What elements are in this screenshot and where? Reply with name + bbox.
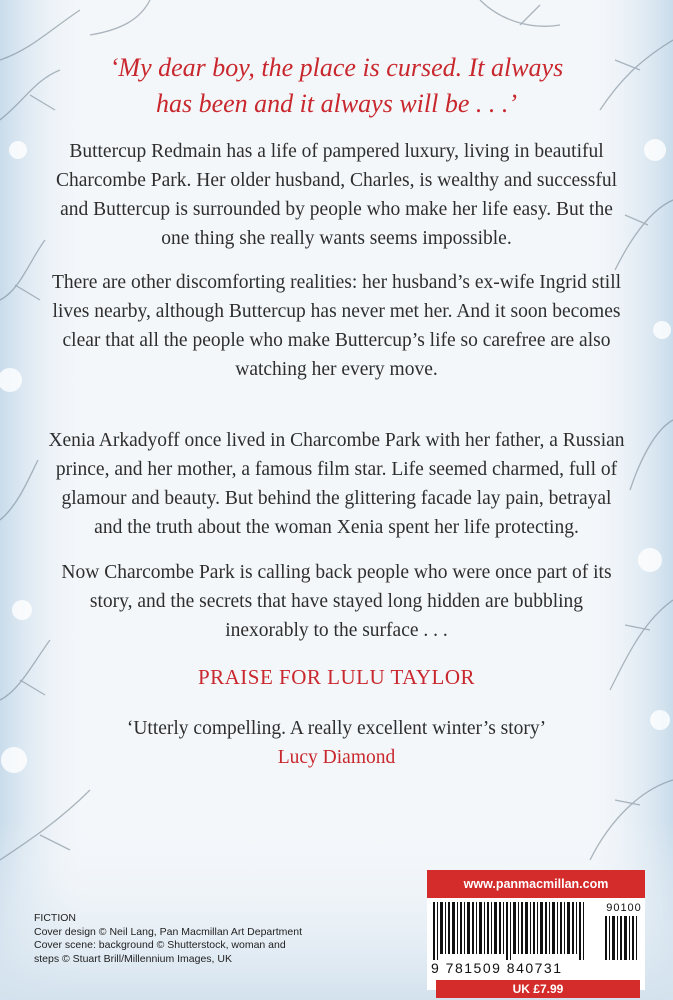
praise-heading: PRAISE FOR LULU TAYLOR [197, 665, 476, 689]
barcode-addon: 90100 [606, 902, 642, 914]
isbn-number: 9 781509 840731 [431, 960, 563, 976]
blurb-paragraph-3: Xenia Arkadyoff once lived in Charcombe Park with her father, a Russian prince, and her mother, a famous film star. Life seemed charmed, full of glamour and beauty. But behind the glittering facade lay pain, betrayal and the truth about the woman Xenia spent her life protecting. [48, 430, 625, 538]
barcode-panel [427, 870, 645, 990]
blurb-paragraph-4: Now Charcombe Park is calling back people who were once part of its story, and the secrets that have stayed long hidden are bubbling inexorably to the surface . . . [61, 562, 612, 641]
cover-scene-credit-1: Cover scene: background © Shutterstock, woman and [34, 939, 286, 951]
cover-credits [34, 912, 334, 966]
cover-scene-credit-2: steps © Stuart Brill/Millennium Images, UK [34, 952, 232, 965]
blurb-paragraph-1: Buttercup Redmain has a life of pampered luxury, living in beautiful Charcombe Park. Her older husband, Charles, is wealthy and successful and Buttercup is surrounded by people who make her life easy. But the one thing she really wants seems impossible. [55, 141, 617, 249]
tagline-quote [60, 50, 613, 122]
publisher-url[interactable]: www.panmacmillan.com [427, 870, 645, 898]
price-badge: UK £7.99 [436, 980, 640, 998]
cover-design-credit: Cover design © Neil Lang, Pan Macmillan Art Department [34, 925, 303, 938]
praise-quote: ‘Utterly compelling. A really excellent winter’s story’ [126, 718, 547, 739]
tagline-line-2: has been and it always will be . . .’ [155, 89, 518, 118]
praise-author: Lucy Diamond [277, 747, 396, 768]
blurb-paragraph-2: There are other discomforting realities: her husband’s ex-wife Ingrid still lives nearby, although Buttercup has never met her. And it soon becomes clear that all the people who make Buttercup’s life so carefree are also watching her every move. [51, 272, 622, 380]
genre-label: FICTION [34, 912, 76, 924]
tagline-line-1: ‘My dear boy, the place is cursed. It always [109, 53, 564, 82]
